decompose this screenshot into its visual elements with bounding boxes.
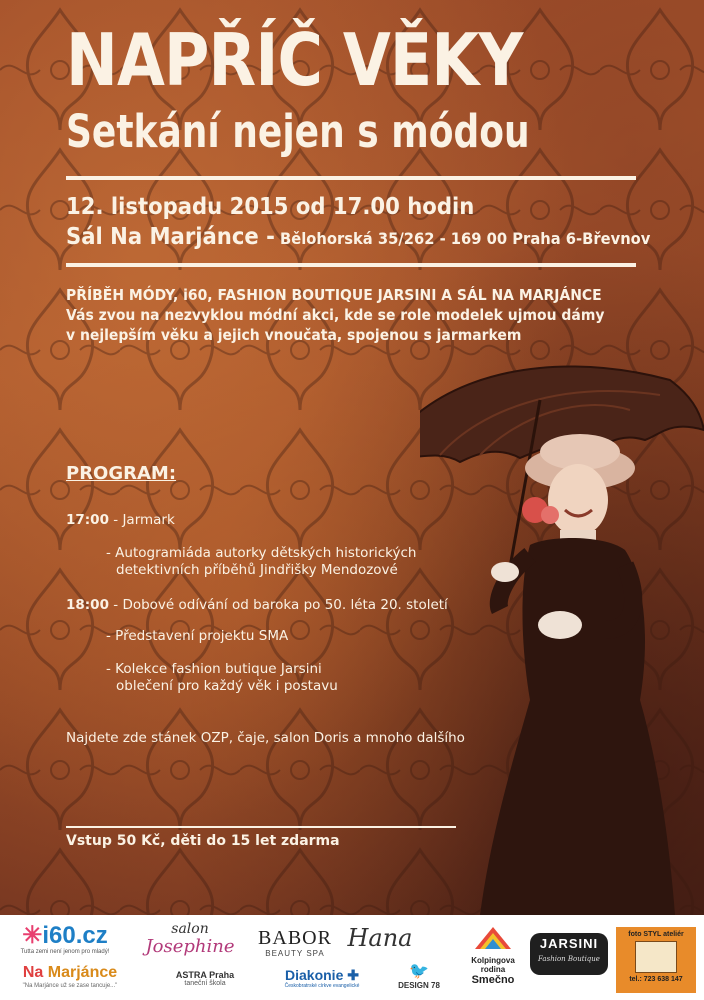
foto-styl-logo: foto STYL ateliér tel.: 723 638 147: [616, 927, 696, 993]
kolping-logo: Kolpingova rodina Smečno: [460, 925, 526, 986]
divider-bottom: [66, 263, 636, 267]
hana-logo: Hana: [347, 924, 413, 952]
venue-name: Sál Na Marjánce -: [66, 224, 275, 250]
sponsor-logo-strip: [0, 915, 704, 1000]
divider-admission: [66, 826, 456, 828]
jarsini-logo: JARSINI Fashion Boutique: [530, 933, 608, 975]
i60-logo: ✳i60.cz Tutta zemi není jenom pro mladý!: [20, 922, 110, 955]
program-time: 18:00: [66, 597, 109, 613]
program-text: - Dobové odívání od baroka po 50. léta 20. století: [108, 597, 448, 613]
program-entry: [106, 628, 288, 645]
program-text-continued: oblečení pro každý věk i postavu: [116, 678, 338, 694]
program-entry: [66, 597, 448, 614]
program-entry: [106, 545, 416, 579]
event-venue: [66, 224, 650, 250]
program-entry: [106, 661, 338, 695]
invitation-text: [66, 285, 656, 345]
babor-logo: BABOR BEAUTY SPA: [258, 927, 332, 958]
program-text: - Autogramiáda autorky dětských historických: [106, 545, 417, 561]
program-note: Najdete zde stánek OZP, čaje, salon Doris a mnoho dalšího: [66, 730, 465, 746]
rainbow-triangle-icon: [473, 925, 513, 951]
lady-with-parasol-illustration: [420, 340, 704, 915]
program-text: - Kolekce fashion butique Jarsini: [106, 661, 322, 677]
event-title: NAPŘÍČ VĚKY: [66, 18, 523, 102]
program-text-continued: detektivních příběhů Jindřišky Mendozové: [116, 562, 398, 578]
venue-address: Bělohorská 35/262 - 169 00 Praha 6-Břevnov: [280, 229, 651, 248]
event-date: 12. listopadu 2015 od 17.00 hodin: [66, 194, 475, 220]
invitation-line-3: v nejlepším věku a jejich vnoučata, spojenou s jarmarkem: [66, 326, 522, 344]
program-time: 17:00: [66, 512, 109, 528]
admission-info: Vstup 50 Kč, děti do 15 let zdarma: [66, 833, 340, 849]
program-text: - Představení projektu SMA: [106, 628, 289, 644]
invitation-line-2: Vás zvou na nezvyklou módní akci, kde se role modelek ujmou dámy: [66, 306, 605, 324]
salon-josephine-logo: salon Josephine: [145, 921, 235, 957]
program-entry: [66, 512, 175, 529]
design78-logo: 🐦 DESIGN 78: [398, 963, 440, 990]
diakonie-logo: Diakonie ✚ Českobratrské církve evangelické: [284, 967, 360, 989]
program-text: - Jarmark: [108, 512, 175, 528]
astra-praha-logo: ASTRA Praha taneční škola: [175, 970, 235, 987]
event-subtitle: Setkání nejen s módou: [66, 105, 530, 158]
program-heading: PROGRAM:: [66, 463, 177, 484]
na-marjance-logo: Na Marjánce "Na Marjánce už se zase tancuje...": [22, 964, 118, 989]
invitation-line-1: PŘÍBĚH MÓDY, i60, FASHION BOUTIQUE JARSINI A SÁL NA MARJÁNCE: [66, 286, 602, 304]
divider-top: [66, 176, 636, 180]
